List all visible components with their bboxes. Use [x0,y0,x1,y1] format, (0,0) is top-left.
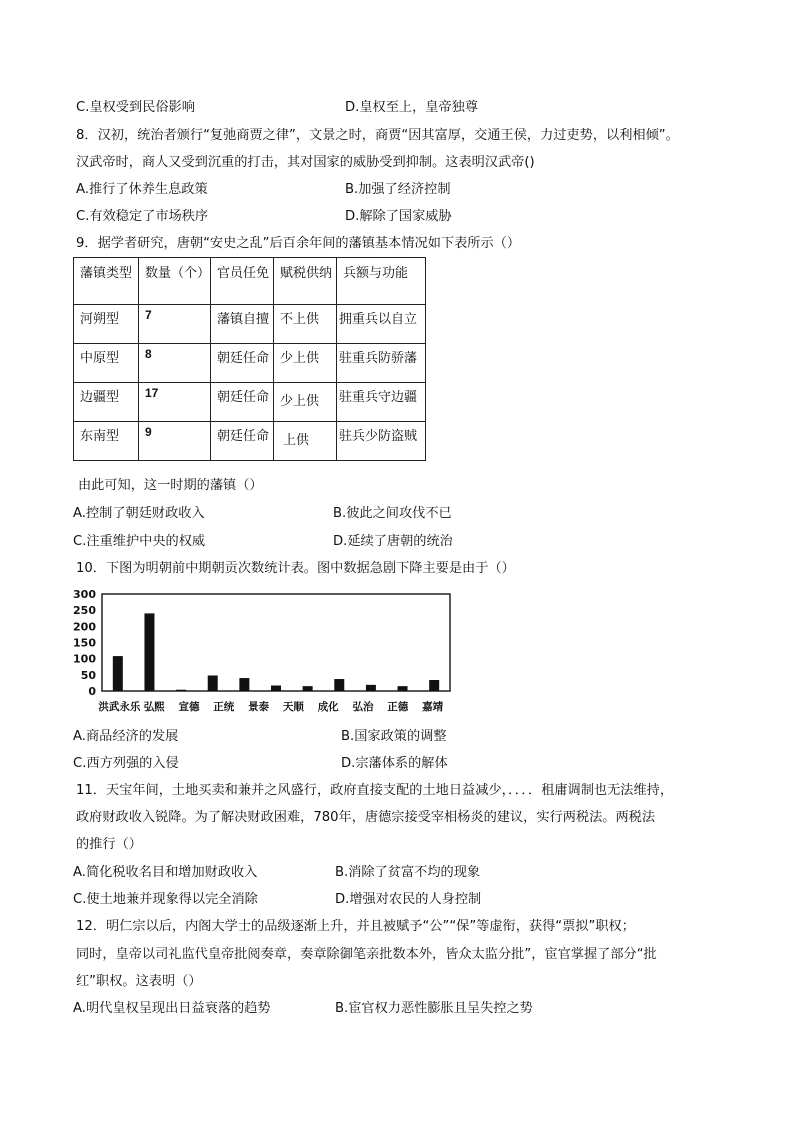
q8-stem-line-2: 汉武帝时，商人又受到沉重的打击，其对国家的威胁受到抑制。这表明汉武帝() [76,155,535,170]
x-category-label: 正统 [213,701,235,713]
q11-option-a: A.简化税收名目和增加财政收入 [73,865,258,880]
q12-stem-line-1: 12．明仁宗以后，内阁大学士的品级逐渐上升，并且被赋予“公”“保”等虚衔，获得“票拟”职权； [76,919,635,934]
q12-option-a: A.明代皇权呈现出日益衰落的趋势 [73,1001,271,1016]
q8-option-b: B.加强了经济控制 [345,182,451,197]
y-tick-label: 200 [73,620,96,634]
bar [176,690,186,691]
q12-stem-line-2: 同时，皇帝以司礼监代皇帝批阅奏章，奏章除御笔亲批数本外，皆众太监分批”，宦官掌握了部分“批 [76,947,657,962]
table-row [74,422,426,461]
q11-stem-line-3: 的推行（） [76,837,142,852]
q9-option-b: B.彼此之间攻伐不已 [333,506,452,521]
table-cell: 河朔型 [74,305,139,344]
q11-option-c: C.使土地兼并现象得以完全消除 [73,892,258,907]
x-category-label: 天顺 [282,701,304,713]
bar [366,685,376,691]
table-cell: 朝廷任命 [211,383,274,422]
bar [239,678,249,691]
table-cell: 不上供 [274,305,337,344]
q9-followup: 由此可知，这一时期的藩镇（） [78,478,263,493]
table-cell: 9 [139,422,211,461]
q9-option-a: A.控制了朝廷财政收入 [73,506,205,521]
table-header-cell: 数量（个） [139,258,211,305]
bar [208,675,218,691]
q9-option-d: D.延续了唐朝的统治 [333,534,453,549]
q10-option-a: A.商品经济的发展 [73,729,179,744]
table-cell: 7 [139,305,211,344]
x-category-label: 洪武永乐 [98,701,141,713]
x-category-label: 景泰 [248,701,270,713]
y-tick-label: 0 [88,685,96,698]
q8-option-d: D.解除了国家威胁 [345,209,452,224]
table-cell: 中原型 [74,344,139,383]
q10-option-c: C.西方列强的入侵 [73,756,179,771]
bar [113,656,123,691]
y-tick-label: 100 [73,652,96,666]
q10-option-b: B.国家政策的调整 [341,729,447,744]
q12-option-b: B.宦官权力恶性膨胀且呈失控之势 [335,1001,533,1016]
q9-stem: 9．据学者研究，唐朝“安史之乱”后百余年间的藩镇基本情况如下表所示（） [76,236,521,251]
table-row [74,383,426,422]
table-header-cell: 兵额与功能 [337,258,426,305]
q10-option-d: D.宗藩体系的解体 [341,756,448,771]
x-category-label: 嘉靖 [422,701,444,713]
table-cell: 拥重兵以自立 [337,305,426,344]
bar [398,686,408,691]
q8-stem-line-1: 8．汉初，统治者颁行“复弛商贾之律”，文景之时，商贾“因其富厚，交通王侯，力过吏势，以利相倾”。 [76,128,679,143]
table-cell: 上供 [274,422,337,461]
x-category-label: 弘熙 [143,701,165,713]
table-cell: 17 [139,383,211,422]
table-cell: 驻重兵防骄藩 [337,344,426,383]
table-cell: 少上供 [274,344,337,383]
fanzhen-table [73,257,426,461]
y-tick-label: 300 [73,588,96,601]
x-category-label: 弘治 [352,701,374,713]
table-header-cell: 官员任免 [211,258,274,305]
table-row [74,344,426,383]
table-header-cell: 藩镇类型 [74,258,139,305]
table-cell: 少上供 [274,383,337,422]
table-header-row [74,258,426,305]
bar [144,613,154,691]
table-cell: 驻兵少防盗贼 [337,422,426,461]
table-cell: 朝廷任命 [211,422,274,461]
table-row [74,305,426,344]
table-cell: 朝廷任命 [211,344,274,383]
q10-stem: 10．下图为明朝前中期朝贡次数统计表。图中数据急剧下降主要是由于（） [76,561,515,576]
x-category-label: 成化 [317,701,339,713]
table-cell: 藩镇自擅 [211,305,274,344]
q9-option-c: C.注重维护中央的权威 [73,534,206,549]
y-tick-label: 150 [73,636,96,650]
bar [303,686,313,691]
q11-option-d: D.增强对农民的人身控制 [335,892,482,907]
bar [429,680,439,691]
x-category-label: 宣德 [178,701,200,713]
table-cell: 驻重兵守边疆 [337,383,426,422]
q8-option-c: C.有效稳定了市场秩序 [76,209,209,224]
table-header-cell: 赋税供纳 [274,258,337,305]
q8-option-a: A.推行了休养生息政策 [76,182,208,197]
bar [334,679,344,691]
q11-stem-line-1: 11．天宝年间，土地买卖和兼并之风盛行，政府直接支配的土地日益减少，．．．．租庸调制也无法维持， [76,783,674,798]
table-cell: 东南型 [74,422,139,461]
tribute-bar-chart [70,586,460,718]
x-category-label: 正德 [387,701,409,713]
y-tick-label: 50 [80,668,96,682]
q7-option-c: C.皇权受到民俗影响 [76,100,195,115]
q7-option-d: D.皇权至上，皇帝独尊 [345,100,479,115]
q11-stem-line-2: 政府财政收入锐降。为了解决财政困难，780年，唐德宗接受宰相杨炎的建议，实行两税法。两税法 [76,810,656,825]
q12-stem-line-3: 红”职权。这表明（） [76,974,202,989]
table-cell: 边疆型 [74,383,139,422]
y-tick-label: 250 [73,604,96,618]
table-cell: 8 [139,344,211,383]
q11-option-b: B.消除了贫富不均的现象 [335,865,481,880]
bar [271,686,281,691]
